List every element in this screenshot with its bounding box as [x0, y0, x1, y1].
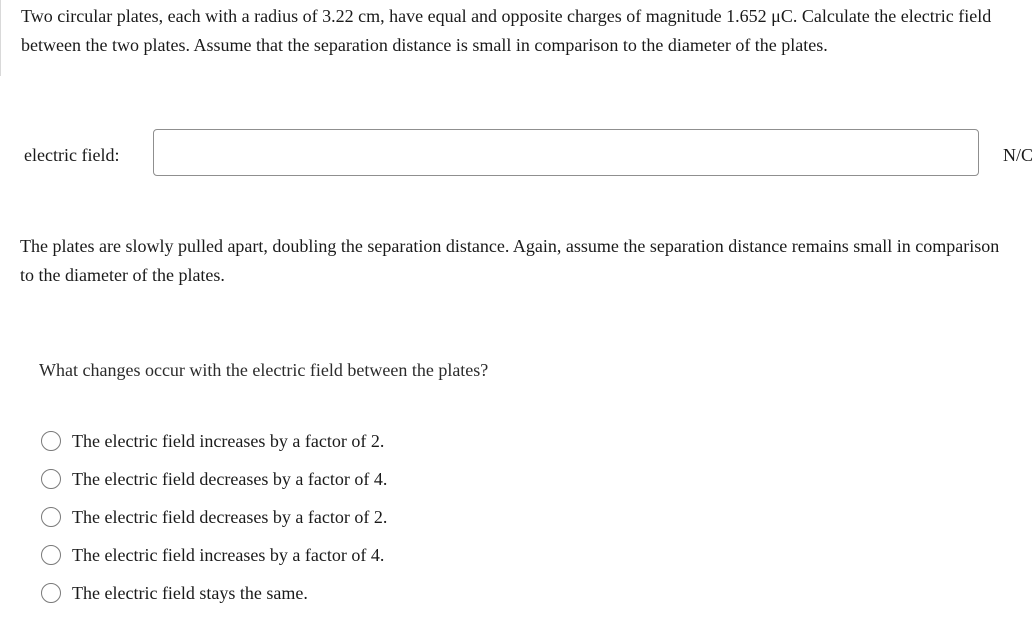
answer-option-label: The electric field increases by a factor of 2.	[72, 431, 385, 451]
radio-button[interactable]	[41, 507, 61, 527]
radio-button[interactable]	[41, 583, 61, 603]
radio-button[interactable]	[41, 469, 61, 489]
problem-intro-text: Two circular plates, each with a radius of 3.22 cm, have equal and opposite charges of magnitude 1.652 μC. Calculate the electric field between the two plates. Assume that the separation distance is small in comparison to the diameter of the plates.	[21, 6, 992, 55]
electric-field-unit: N/C	[1003, 145, 1033, 165]
answer-options	[41, 422, 387, 612]
answer-option[interactable]	[41, 498, 387, 536]
answer-option-label: The electric field increases by a factor of 4.	[72, 545, 385, 565]
problem-statement	[0, 0, 1024, 76]
radio-button[interactable]	[41, 431, 61, 451]
electric-field-input[interactable]	[153, 129, 979, 176]
answer-option-label: The electric field decreases by a factor of 2.	[72, 507, 388, 527]
answer-option-label: The electric field stays the same.	[72, 583, 308, 603]
question-text: What changes occur with the electric field between the plates?	[39, 360, 489, 380]
answer-option-label: The electric field decreases by a factor of 4.	[72, 469, 388, 489]
answer-option[interactable]	[41, 460, 387, 498]
answer-option[interactable]	[41, 536, 387, 574]
electric-field-answer-row	[0, 129, 1033, 177]
part-two-text: The plates are slowly pulled apart, doubling the separation distance. Again, assume the separation distance remains small in comparison to the diameter of the plates.	[20, 236, 1000, 285]
radio-button[interactable]	[41, 545, 61, 565]
answer-option[interactable]	[41, 422, 387, 460]
answer-option[interactable]	[41, 574, 387, 612]
electric-field-label: electric field:	[24, 145, 120, 165]
